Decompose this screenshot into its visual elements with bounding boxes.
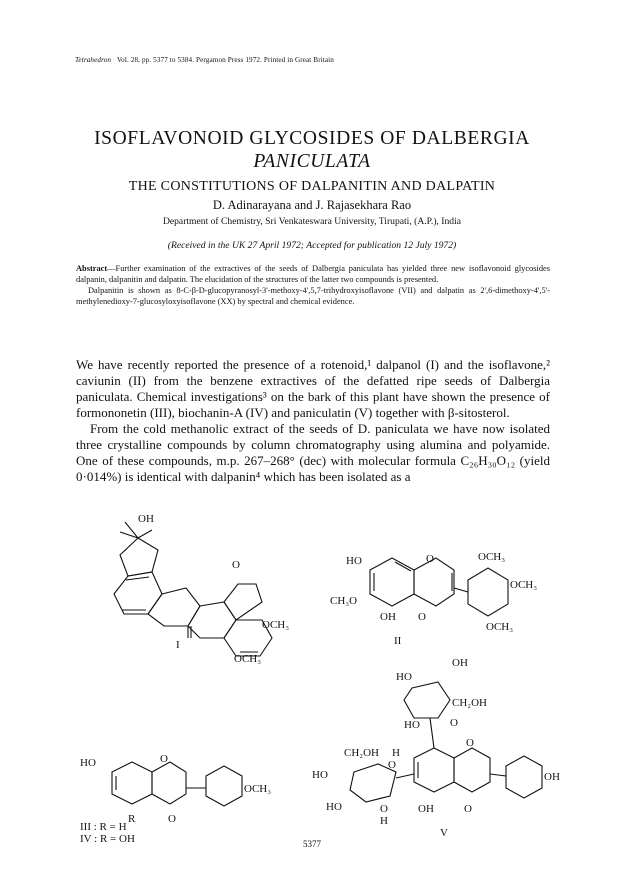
struct-v-ho-c: HO xyxy=(312,769,328,781)
struct-ii-label: II xyxy=(394,635,402,647)
struct-i-och3-b: OCH₃ xyxy=(234,653,262,665)
struct-v-ch2oh-a: CH₂OH xyxy=(452,697,488,709)
struct-ii-oh: OH xyxy=(380,611,396,623)
received-date: (Received in the UK 27 April 1972; Accepted for publication 12 July 1972) xyxy=(167,240,457,251)
struct-v-ch2oh-b: CH₂OH xyxy=(344,747,380,759)
abstract-p1: —Further examination of the extractives of the seeds of Dalbergia paniculata has yielded three new isoflavonoid glycosides dalpanin, dalpanitin and dalpatin. The elucidation of the structures of the latter two compounds is presented. xyxy=(76,264,550,284)
page-number: 5377 xyxy=(303,839,321,849)
struct-v-ho-b: HO xyxy=(404,719,420,731)
struct-v-o-ring: O xyxy=(466,737,474,749)
struct-ii-och3-bottom: OCH₃ xyxy=(486,621,514,633)
struct-iii-och3: OCH₃ xyxy=(244,783,272,795)
struct-i-oh: OH xyxy=(138,513,154,525)
struct-ii-ch3o: CH₃O xyxy=(330,595,358,607)
structure-ii xyxy=(328,540,558,650)
struct-v-o-sugar: O xyxy=(450,717,458,729)
struct-iii-caption: III : R = H xyxy=(80,821,127,833)
struct-ii-o-keto: O xyxy=(418,611,426,623)
struct-i-label: I xyxy=(176,639,180,651)
structure-i xyxy=(90,510,300,665)
abstract xyxy=(76,264,550,308)
struct-ii-o-ring: O xyxy=(426,553,434,565)
struct-ii-ho: HO xyxy=(346,555,362,567)
struct-i-o: O xyxy=(232,559,240,571)
journal-name: Tetrahedron xyxy=(75,56,112,64)
journal-header xyxy=(75,56,334,64)
struct-v-o-link: O xyxy=(388,759,396,771)
struct-v-ho-a: HO xyxy=(396,671,412,683)
abstract-p2: Dalpanitin is shown as 8-C-β-D-glucopyranosyl-3'-methoxy-4',5,7-trihydroxyisoflavone (VII) and dalpatin as 2',6-dimethoxy-4',5'-methylenedioxy-7-glucosyloxyisoflavone (XX) by spectral and chemical evidence. xyxy=(76,285,550,306)
title-line-2: PANICULATA xyxy=(253,151,371,172)
body-p2: From the cold methanolic extract of the seeds of D. paniculata we have now isolated three crystalline compounds by column chromatography using alumina and polyamide. One of these compounds, m.p. 267–268° (dec) with molecular formula C₂₆H₃₀O₁₂ (yield 0·014%) is identical with dalpanin⁴ which has been isolated as a xyxy=(76,421,550,484)
body-p1: We have recently reported the presence of a rotenoid,¹ dalpanol (I) and the isoflavone,² caviunin (II) from the benzene extractives of the defatted ripe seeds of Dalbergia paniculata. Chemical investigations³ on the bark of this plant have shown the presence of formononetin (III), biochanin-A (IV) and paniculatin (V) together with β-sitosterol. xyxy=(76,357,550,420)
authors: D. Adinarayana and J. Rajasekhara Rao xyxy=(212,198,412,212)
struct-ii-och3-right: OCH₃ xyxy=(510,579,538,591)
structure-v xyxy=(300,654,570,840)
structure-iii-iv xyxy=(78,752,298,845)
struct-v-oh-top: OH xyxy=(452,657,468,669)
struct-v-label: V xyxy=(440,827,448,839)
abstract-label: Abstract xyxy=(76,264,108,273)
struct-v-oh-bottom: OH xyxy=(418,803,434,815)
body-text xyxy=(76,357,550,485)
struct-iii-r: R xyxy=(128,813,136,825)
struct-v-h-a: H xyxy=(392,747,400,759)
citation: Vol. 28, pp. 5377 to 5384. Pergamon Press 1972. Printed in Great Britain xyxy=(116,56,334,64)
struct-v-ho-d: HO xyxy=(326,801,342,813)
struct-i-och3-a: OCH₃ xyxy=(262,619,290,631)
struct-iii-ho: HO xyxy=(80,757,96,769)
affiliation: Department of Chemistry, Sri Venkateswara University, Tirupati, (A.P.), India xyxy=(162,216,462,227)
title-line-1: ISOFLAVONOID GLYCOSIDES OF DALBERGIA xyxy=(94,128,530,149)
struct-iii-o-keto: O xyxy=(168,813,176,825)
struct-v-oh-right: OH xyxy=(544,771,560,783)
struct-iv-caption: IV : R = OH xyxy=(80,833,135,845)
struct-v-o-keto: O xyxy=(464,803,472,815)
subtitle: THE CONSTITUTIONS OF DALPANITIN AND DALPATIN xyxy=(128,179,496,194)
struct-ii-och3-top: OCH₃ xyxy=(478,551,506,563)
struct-v-h-b: H xyxy=(380,815,388,827)
struct-iii-o-ring: O xyxy=(160,753,168,765)
struct-v-o-b: O xyxy=(380,803,388,815)
